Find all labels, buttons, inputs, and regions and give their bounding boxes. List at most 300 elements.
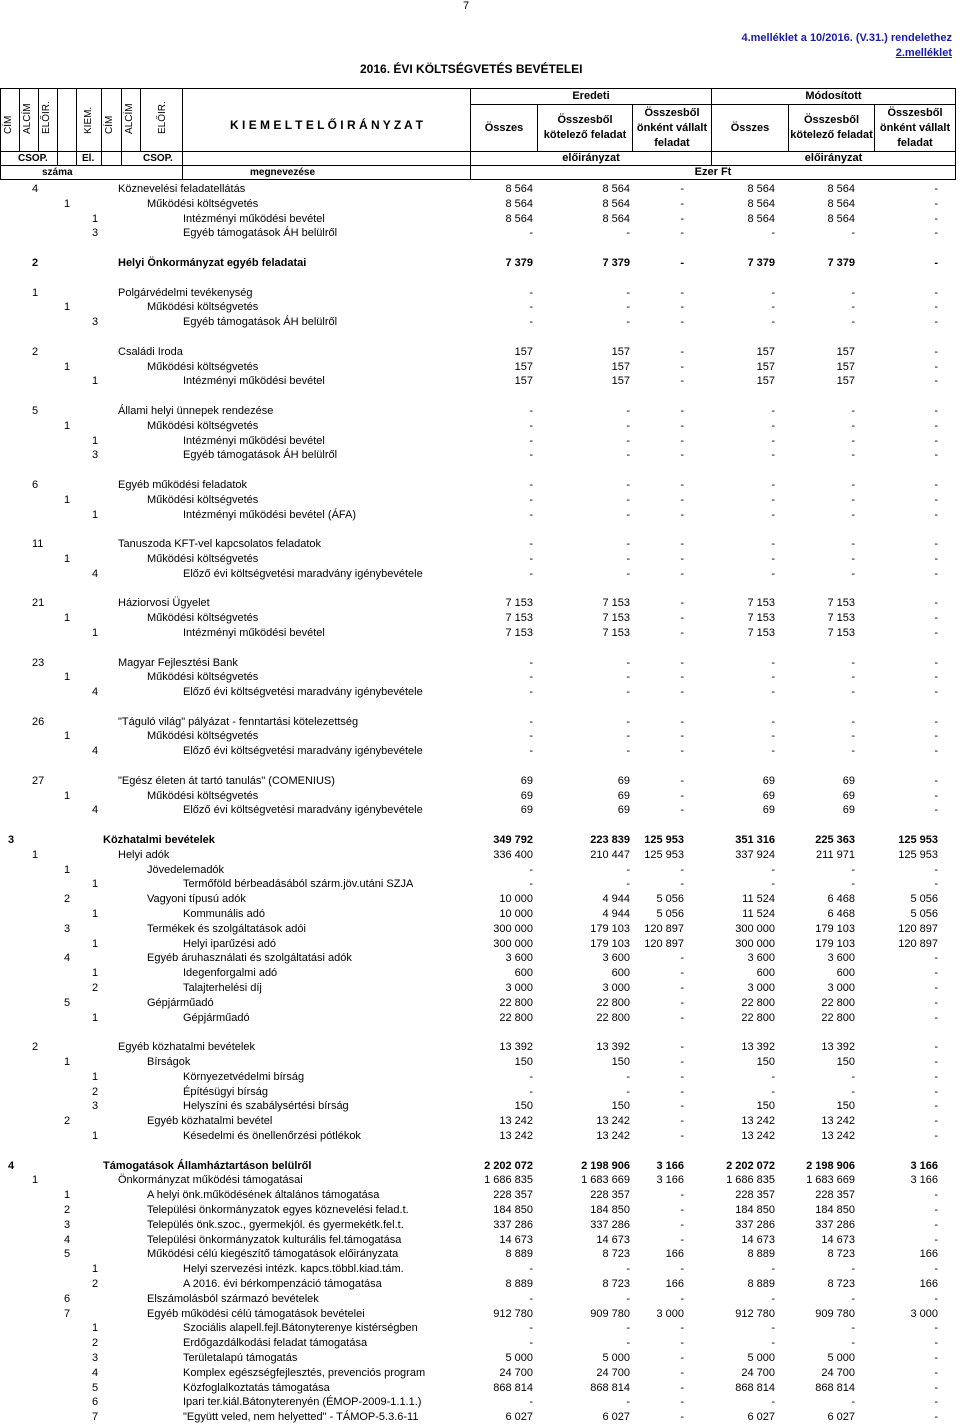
row-value-1: - — [529, 745, 533, 758]
row-label: Ipari ter.kiál.Bátonyterenyén (ÉMOP-2009-1.1.1.) — [183, 1396, 422, 1409]
table-spacer — [0, 271, 960, 286]
row-number: 1 — [32, 848, 39, 861]
row-value-2: - — [626, 434, 630, 447]
table-row — [0, 256, 960, 271]
row-value-2: 3 600 — [602, 952, 630, 965]
row-value-3: - — [680, 1411, 684, 1424]
row-value-5: 13 392 — [821, 1041, 855, 1054]
row-number: 1 — [64, 730, 71, 743]
row-value-3: - — [680, 286, 684, 299]
row-value-3: - — [680, 1130, 684, 1142]
row-number: 3 — [92, 227, 99, 240]
row-value-5: 8 564 — [827, 197, 855, 210]
row-value-5: - — [851, 552, 855, 565]
row-value-1: 349 792 — [493, 834, 533, 847]
table-row — [0, 922, 960, 937]
header-megnevezese: megnevezése — [250, 167, 316, 178]
header-cim-2: CÍM — [104, 115, 115, 134]
row-value-1: 13 392 — [499, 1041, 533, 1054]
header-eloiranyzat: előirányzat — [562, 152, 620, 164]
row-value-2: 14 673 — [596, 1233, 630, 1246]
row-value-1: 7 153 — [505, 626, 533, 639]
row-label: Előző évi költségvetési maradvány igénybevétele — [183, 745, 423, 758]
row-value-1: 1 686 835 — [484, 1174, 533, 1187]
row-value-4: - — [771, 552, 775, 565]
row-value-3: - — [680, 301, 684, 314]
row-value-1: 69 — [520, 789, 533, 802]
table-row — [0, 182, 960, 197]
row-value-1: 150 — [514, 1056, 533, 1069]
row-value-1: 22 800 — [499, 996, 533, 1009]
row-number: 1 — [32, 1174, 39, 1187]
row-value-2: - — [626, 449, 630, 462]
row-value-2: 600 — [611, 967, 630, 980]
row-value-6: - — [934, 227, 938, 240]
row-value-5: - — [851, 1337, 855, 1350]
row-value-6: - — [934, 952, 938, 965]
table-spacer — [0, 582, 960, 597]
row-value-5: 69 — [842, 789, 855, 802]
row-number: 2 — [32, 345, 39, 358]
row-value-4: - — [771, 715, 775, 728]
header-osszes: Összes — [484, 122, 524, 134]
row-label: Helyi iparűzési adó — [183, 937, 276, 950]
table-header — [0, 88, 960, 180]
row-number: 3 — [92, 1351, 99, 1364]
row-value-1: 184 850 — [493, 1203, 533, 1216]
row-label: Közfoglalkoztatás támogatása — [183, 1381, 330, 1394]
row-value-2: 8 564 — [602, 197, 630, 210]
table-row — [0, 715, 960, 730]
row-value-3: - — [680, 1100, 684, 1113]
header-unit: Ezer Ft — [694, 166, 732, 178]
row-value-3: 120 897 — [644, 937, 684, 950]
row-value-5: - — [851, 1292, 855, 1305]
row-label: Gépjárműadó — [183, 1011, 250, 1024]
row-number: 1 — [92, 212, 99, 225]
row-value-6: - — [934, 597, 938, 610]
row-value-5: - — [851, 449, 855, 462]
header-alcim-2: ALCÍM — [124, 103, 135, 134]
row-value-4: - — [771, 1292, 775, 1305]
row-value-1: - — [529, 508, 533, 521]
row-value-3: - — [680, 183, 684, 195]
row-label: Erdőgazdálkodási feladat támogatása — [183, 1337, 368, 1350]
row-value-3: - — [680, 656, 684, 669]
row-value-2: 8 723 — [602, 1277, 630, 1290]
header-eloir-2: ELŐIR. — [157, 101, 168, 134]
row-value-6: - — [934, 286, 938, 299]
row-value-3: - — [680, 878, 684, 891]
row-value-3: - — [680, 774, 684, 787]
row-value-6: - — [934, 1115, 938, 1128]
row-value-6: - — [934, 375, 938, 388]
row-label: Magyar Fejlesztési Bank — [118, 656, 238, 669]
row-value-4: 2 202 072 — [726, 1159, 775, 1172]
row-value-2: 157 — [611, 345, 630, 358]
row-value-2: - — [626, 656, 630, 669]
table-row — [0, 212, 960, 227]
row-value-1: - — [529, 552, 533, 565]
row-value-4: - — [771, 1070, 775, 1083]
row-value-6: - — [934, 1351, 938, 1364]
row-label: Működési költségvetés — [147, 552, 259, 565]
row-number: 1 — [92, 937, 99, 950]
row-label: "Együtt veled, nem helyetted" - TÁMOP-5.3.6-11 — [183, 1411, 419, 1424]
row-value-2: 337 286 — [590, 1218, 630, 1231]
row-number: 1 — [64, 197, 71, 210]
row-number: 2 — [64, 1115, 71, 1128]
row-value-4: - — [771, 449, 775, 462]
row-value-4: - — [771, 1396, 775, 1409]
row-value-2: - — [626, 730, 630, 743]
row-value-1: - — [529, 671, 533, 684]
row-value-6: - — [934, 316, 938, 329]
row-value-1: 69 — [520, 774, 533, 787]
row-value-2: 7 153 — [602, 612, 630, 625]
row-label: Előző évi költségvetési maradvány igénybevétele — [183, 686, 423, 699]
row-value-5: - — [851, 1070, 855, 1083]
row-value-4: 351 316 — [735, 834, 775, 847]
row-value-2: - — [626, 1396, 630, 1409]
table-spacer — [0, 641, 960, 656]
row-value-2: - — [626, 404, 630, 417]
row-value-6: - — [934, 982, 938, 995]
row-value-3: - — [680, 745, 684, 758]
table-row — [0, 552, 960, 567]
table-row — [0, 315, 960, 330]
table-row — [0, 448, 960, 463]
row-value-6: 3 166 — [910, 1159, 938, 1172]
row-value-1: - — [529, 656, 533, 669]
row-value-1: - — [529, 1263, 533, 1276]
row-label: Jövedelemadók — [147, 863, 225, 876]
header-osszes-mod: Összes — [730, 122, 770, 134]
table-row — [0, 1114, 960, 1129]
row-value-4: 184 850 — [735, 1203, 775, 1216]
table-row — [0, 1085, 960, 1100]
row-label: Működési célú kiegészítő támogatások előirányzata — [147, 1248, 399, 1261]
row-value-5: 157 — [836, 345, 855, 358]
row-number: 4 — [92, 745, 99, 758]
row-value-3: - — [680, 567, 684, 580]
row-value-4: 337 286 — [735, 1218, 775, 1231]
row-value-2: - — [626, 301, 630, 314]
table-row — [0, 1247, 960, 1262]
row-value-6: - — [934, 1189, 938, 1202]
table-row — [0, 1055, 960, 1070]
header-csop-2: CSOP. — [143, 153, 173, 164]
row-value-2: - — [626, 552, 630, 565]
row-number: 1 — [32, 286, 39, 299]
row-value-1: 3 000 — [505, 982, 533, 995]
row-label: Tanuszoda KFT-vel kapcsolatos feladatok — [118, 538, 322, 551]
row-value-6: - — [934, 1056, 938, 1069]
row-value-6: 3 000 — [910, 1307, 938, 1320]
row-value-5: 211 971 — [816, 848, 855, 861]
row-value-3: 125 953 — [644, 834, 684, 847]
row-value-4: 300 000 — [735, 937, 775, 950]
row-number: 23 — [32, 656, 45, 669]
row-label: Egyéb közhatalmi bevétel — [147, 1115, 273, 1128]
row-value-5: 225 363 — [815, 834, 855, 847]
row-value-3: - — [680, 671, 684, 684]
row-value-3: - — [680, 1396, 684, 1409]
row-value-2: - — [626, 1085, 630, 1098]
row-value-5: - — [851, 686, 855, 699]
row-label: Kommunális adó — [183, 908, 265, 921]
row-value-5: - — [851, 301, 855, 314]
header-kotelezo: Összesből kötelező feladat — [543, 114, 627, 141]
row-value-2: - — [626, 493, 630, 506]
row-value-5: 69 — [842, 804, 855, 817]
row-label: Késedelmi és önellenőrzési pótlékok — [183, 1130, 361, 1142]
row-value-3: - — [680, 360, 684, 373]
row-value-1: - — [529, 1322, 533, 1335]
row-value-4: 22 800 — [741, 1011, 775, 1024]
row-value-4: 69 — [762, 804, 775, 817]
row-value-1: - — [529, 863, 533, 876]
row-value-5: 157 — [836, 375, 855, 388]
row-label: Környezetvédelmi bírság — [183, 1070, 305, 1083]
row-label: Működési költségvetés — [147, 301, 259, 314]
row-value-6: - — [934, 730, 938, 743]
row-number: 4 — [64, 952, 71, 965]
row-value-1: 300 000 — [493, 937, 533, 950]
row-number: 1 — [92, 626, 99, 639]
row-value-1: 13 242 — [499, 1115, 533, 1128]
header-modositott: Módosított — [805, 90, 862, 102]
row-number: 2 — [92, 1085, 99, 1098]
row-value-6: 166 — [919, 1277, 938, 1290]
document-title: 2016. ÉVI KÖLTSÉGVETÉS BEVÉTELEI — [360, 62, 583, 76]
row-value-6: - — [934, 1337, 938, 1350]
table-spacer — [0, 818, 960, 833]
row-label: Idegenforgalmi adó — [183, 967, 278, 980]
row-value-6: - — [934, 301, 938, 314]
row-label: Helyi szervezési intézk. kapcs.többl.kiad.tám. — [183, 1263, 404, 1276]
row-value-1: - — [529, 404, 533, 417]
row-value-6: - — [934, 626, 938, 639]
row-value-1: 228 357 — [493, 1189, 533, 1202]
row-label: Vagyoni típusú adók — [147, 893, 246, 906]
table-spacer — [0, 463, 960, 478]
row-value-1: 13 242 — [499, 1130, 533, 1142]
row-value-1: - — [529, 1337, 533, 1350]
row-value-2: 179 103 — [590, 937, 630, 950]
row-label: Intézményi működési bevétel — [183, 375, 325, 388]
row-value-4: 13 242 — [741, 1115, 775, 1128]
row-number: 3 — [64, 922, 71, 935]
row-value-5: 5 000 — [827, 1351, 855, 1364]
row-label: Egyéb áruhasználati és szolgáltatási adók — [147, 952, 352, 965]
row-number: 21 — [32, 597, 45, 610]
row-value-4: 157 — [756, 345, 775, 358]
row-value-5: 179 103 — [815, 922, 855, 935]
row-value-3: 166 — [665, 1248, 684, 1261]
row-number: 4 — [92, 686, 99, 699]
row-value-3: - — [680, 686, 684, 699]
row-label: Egyéb támogatások ÁH belülről — [183, 316, 338, 329]
row-value-6: - — [934, 197, 938, 210]
row-value-5: - — [851, 508, 855, 521]
table-row — [0, 1381, 960, 1396]
table-row — [0, 729, 960, 744]
row-value-3: - — [680, 1011, 684, 1024]
row-value-6: - — [934, 345, 938, 358]
table-row — [0, 685, 960, 700]
header-alcim: ALCÍM — [22, 103, 33, 134]
row-value-6: - — [934, 715, 938, 728]
row-value-6: - — [934, 671, 938, 684]
row-value-4: 150 — [756, 1100, 775, 1113]
row-value-3: 120 897 — [644, 922, 684, 935]
row-value-6: - — [934, 419, 938, 432]
row-value-3: 3 166 — [656, 1174, 684, 1187]
row-value-2: 3 000 — [602, 982, 630, 995]
row-number: 1 — [64, 552, 71, 565]
row-value-3: - — [680, 1085, 684, 1098]
row-number: 6 — [92, 1396, 99, 1409]
row-label: Települési önkormányzatok kulturális fel.támogatása — [147, 1233, 402, 1246]
row-value-2: 6 027 — [602, 1411, 630, 1424]
row-value-2: 69 — [617, 789, 630, 802]
table-row — [0, 1070, 960, 1085]
row-value-3: 3 000 — [656, 1307, 684, 1320]
table-row — [0, 300, 960, 315]
row-value-5: - — [851, 656, 855, 669]
row-value-3: 166 — [665, 1277, 684, 1290]
row-value-1: - — [529, 538, 533, 551]
table-row — [0, 892, 960, 907]
row-number: 1 — [92, 1322, 99, 1335]
row-value-1: - — [529, 301, 533, 314]
row-number: 7 — [64, 1307, 71, 1320]
row-value-5: - — [851, 1263, 855, 1276]
row-value-2: - — [626, 1322, 630, 1335]
row-value-6: - — [934, 1203, 938, 1216]
table-row — [0, 877, 960, 892]
row-value-3: - — [680, 982, 684, 995]
row-value-3: - — [680, 626, 684, 639]
row-label: Települési önkormányzatok egyes köznevelési felad.t. — [147, 1203, 409, 1216]
table-row — [0, 1336, 960, 1351]
table-row — [0, 1099, 960, 1114]
row-value-1: 300 000 — [493, 922, 533, 935]
row-value-5: 909 780 — [815, 1307, 855, 1320]
table-row — [0, 493, 960, 508]
row-label: Elszámolásból származó bevételek — [147, 1292, 319, 1305]
row-value-5: - — [851, 419, 855, 432]
row-label: Háziorvosi Ügyelet — [118, 597, 210, 610]
row-value-1: 8 889 — [505, 1248, 533, 1261]
table-row — [0, 1307, 960, 1322]
row-value-5: 7 153 — [827, 612, 855, 625]
row-value-6: 5 056 — [910, 908, 938, 921]
row-label: Termőföld bérbeadásából szárm.jöv.utáni SZJA — [183, 878, 414, 891]
row-value-3: - — [680, 449, 684, 462]
row-value-3: - — [680, 1056, 684, 1069]
row-value-4: - — [771, 863, 775, 876]
row-value-4: - — [771, 671, 775, 684]
row-value-4: 337 924 — [735, 848, 775, 861]
row-number: 11 — [32, 538, 44, 551]
row-number: 27 — [32, 774, 45, 787]
row-value-1: - — [529, 1292, 533, 1305]
row-value-3: - — [680, 1351, 684, 1364]
table-row — [0, 937, 960, 952]
row-value-1: 8 564 — [505, 197, 533, 210]
table-body — [0, 182, 960, 1425]
row-value-5: - — [851, 878, 855, 891]
row-number: 1 — [92, 1011, 99, 1024]
table-row — [0, 1410, 960, 1425]
header-eloir: ELŐIR. — [41, 101, 52, 134]
row-value-4: 7 153 — [747, 626, 775, 639]
row-value-1: 600 — [514, 967, 533, 980]
row-value-6: - — [934, 1041, 938, 1054]
row-value-1: 7 379 — [505, 256, 533, 269]
row-label: Gépjárműadó — [147, 996, 214, 1009]
row-value-2: - — [626, 1263, 630, 1276]
table-row — [0, 478, 960, 493]
table-row — [0, 848, 960, 863]
row-value-5: 150 — [836, 1056, 855, 1069]
row-value-4: - — [771, 478, 775, 491]
table-row — [0, 1395, 960, 1410]
row-value-3: - — [680, 434, 684, 447]
row-value-2: - — [626, 1070, 630, 1083]
annex-reference: 4.melléklet a 10/2016. (V.31.) rendelethez — [741, 32, 952, 44]
row-value-3: - — [680, 1218, 684, 1231]
row-value-1: 912 780 — [493, 1307, 533, 1320]
row-label: Szociális alapell.fejl.Bátonyterenye kistérségben — [183, 1322, 418, 1335]
row-label: Helyi Önkormányzat egyéb feladatai — [118, 256, 307, 269]
row-number: 7 — [92, 1411, 99, 1424]
row-value-6: - — [934, 863, 938, 876]
row-value-4: 600 — [756, 967, 775, 980]
row-value-5: 868 814 — [815, 1381, 855, 1394]
row-value-1: 7 153 — [505, 597, 533, 610]
header-eredeti: Eredeti — [572, 90, 610, 102]
row-value-4: 69 — [762, 774, 775, 787]
table-row — [0, 567, 960, 582]
row-value-5: - — [851, 404, 855, 417]
row-value-6: 120 897 — [898, 937, 938, 950]
row-value-6: - — [934, 360, 938, 373]
header-szama: száma — [42, 167, 73, 178]
row-value-4: - — [771, 434, 775, 447]
row-value-1: 69 — [520, 804, 533, 817]
row-number: 1 — [92, 1070, 99, 1083]
row-value-3: - — [680, 1381, 684, 1394]
row-value-1: - — [529, 478, 533, 491]
table-row — [0, 1366, 960, 1381]
table-row — [0, 774, 960, 789]
row-value-3: - — [680, 1263, 684, 1276]
row-value-3: - — [680, 212, 684, 225]
row-number: 1 — [64, 1189, 71, 1202]
page-number: 7 — [463, 0, 470, 12]
row-value-5: 22 800 — [821, 1011, 855, 1024]
row-value-3: - — [680, 404, 684, 417]
row-value-5: - — [851, 493, 855, 506]
row-number: 1 — [92, 878, 99, 891]
row-value-5: 7 153 — [827, 626, 855, 639]
row-value-5: 8 723 — [827, 1248, 855, 1261]
row-value-2: 8 564 — [602, 183, 630, 195]
row-value-6: - — [934, 212, 938, 225]
